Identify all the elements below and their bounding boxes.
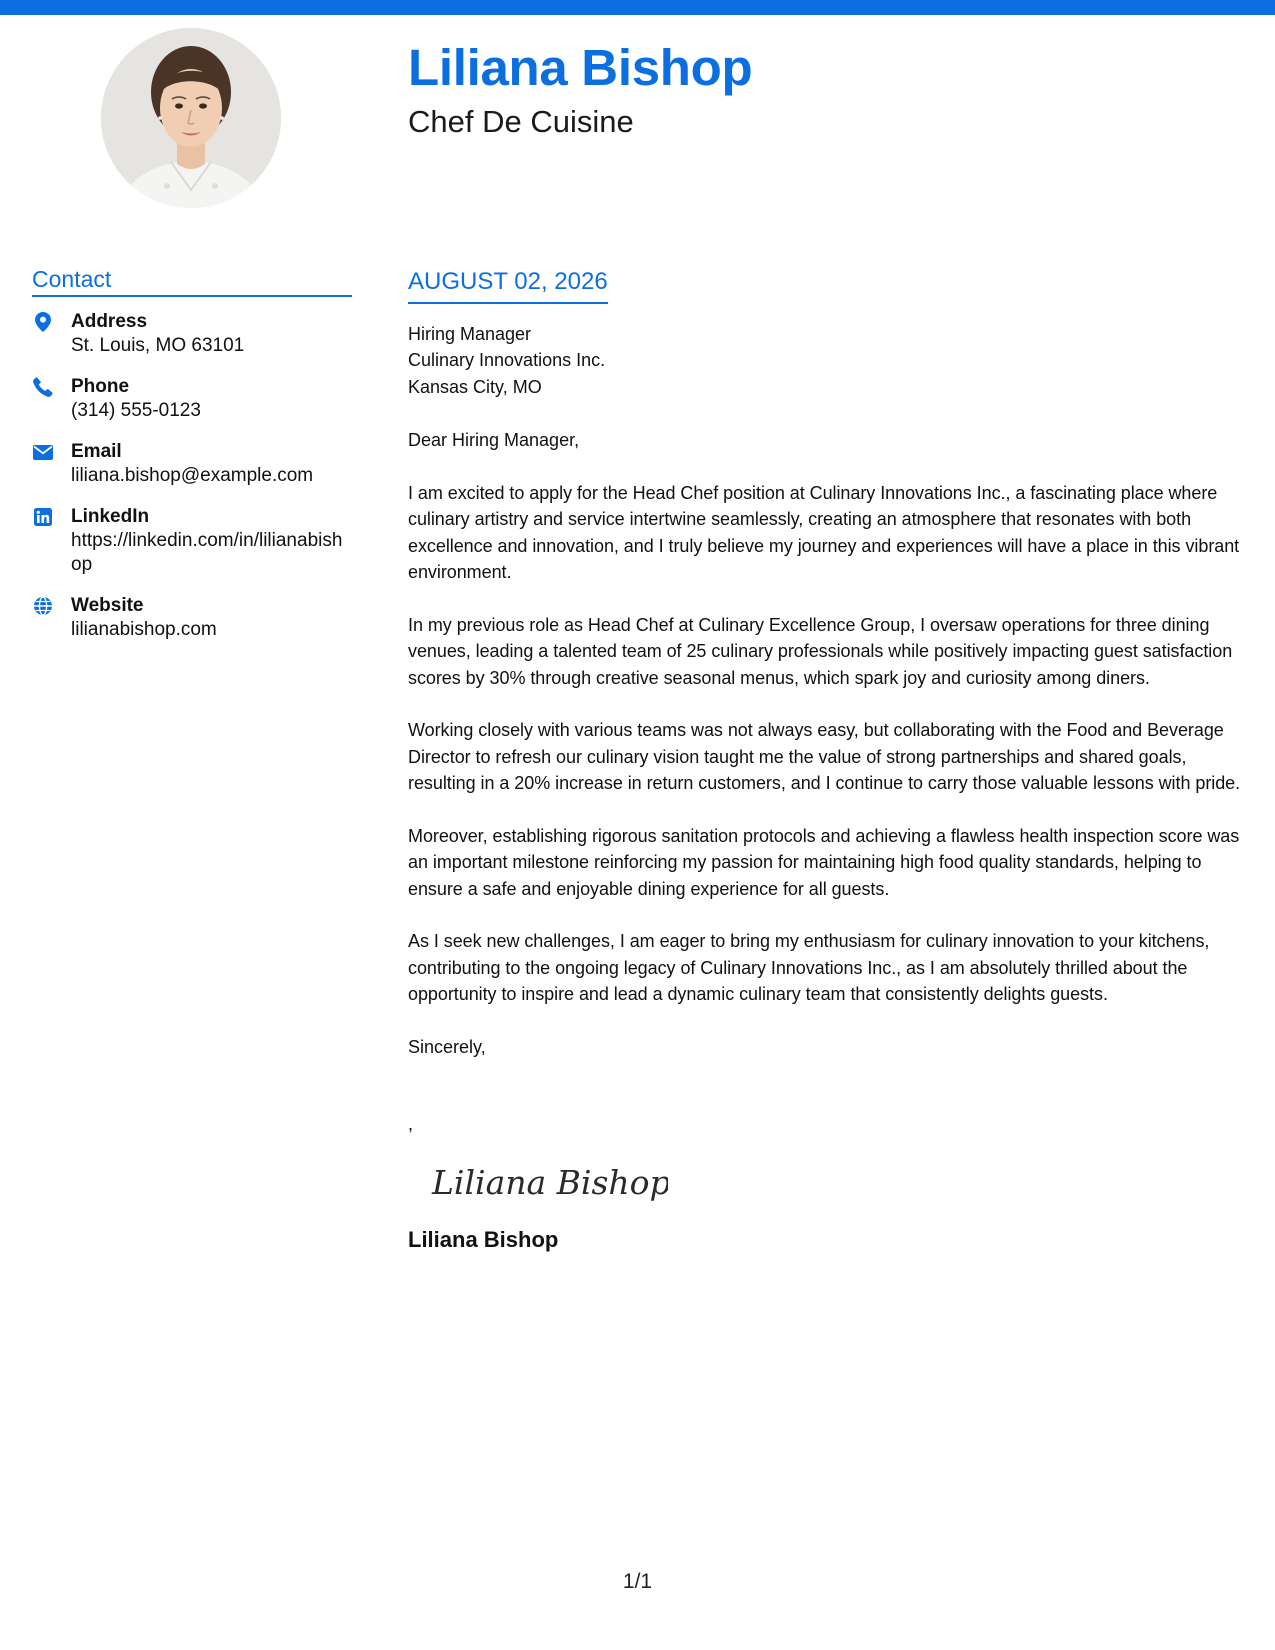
signature-text: Liliana Bishop — [432, 1163, 668, 1203]
letter-date: AUGUST 02, 2026 — [408, 268, 608, 304]
letter-paragraph: Moreover, establishing rigorous sanitation protocols and achieving a flawless health inspection score was an important milestone reinforcing my passion for maintaining high food quality standards, helping to ensure a safe and enjoyable dining experience for all guests. — [408, 825, 1240, 899]
recipient-line: Culinary Innovations Inc. — [408, 350, 606, 371]
contact-item-phone — [32, 374, 352, 423]
contact-item-email — [32, 439, 352, 488]
top-accent-bar — [0, 0, 1275, 15]
contact-label-email: Email — [71, 441, 122, 463]
profile-photo-illustration — [101, 28, 281, 208]
recipient-line: Kansas City, MO — [408, 376, 542, 397]
letter-paragraph: In my previous role as Head Chef at Culinary Excellence Group, I oversaw operations for three dining venues, leading a talented team of 25 culinary professionals while positively impacting guest satisfaction scores by 30% through creative seasonal menus, which spark joy and curiosity among diners. — [408, 614, 1233, 688]
page-number: 1/1 — [622, 1570, 653, 1593]
contact-item-address — [32, 309, 352, 358]
contact-value-linkedin[interactable]: https://linkedin.com/in/lilianabishop — [71, 530, 343, 576]
contact-label-linkedin: LinkedIn — [71, 506, 150, 528]
letter-body — [408, 268, 1253, 1254]
candidate-name: Liliana Bishop — [408, 39, 753, 96]
profile-photo — [101, 28, 281, 208]
recipient-block — [408, 321, 1253, 401]
contact-label-phone: Phone — [71, 376, 130, 398]
closing: Sincerely, — [408, 1036, 486, 1057]
globe-icon — [32, 595, 54, 617]
contact-sidebar — [32, 266, 352, 658]
envelope-icon — [32, 441, 54, 463]
letter-paragraph: As I seek new challenges, I am eager to bring my enthusiasm for culinary innovation to your kitchens, contributing to the ongoing legacy of Culinary Innovations Inc., as I am absolutely thrilled about the opportunity to inspire and lead a dynamic culinary team that consistently delights guests. — [408, 931, 1210, 1005]
contact-label-address: Address — [71, 311, 148, 333]
phone-icon — [32, 376, 54, 398]
letter-paragraph: I am excited to apply for the Head Chef position at Culinary Innovations Inc., a fascinating place where culinary artistry and service intertwine seamlessly, creating an atmosphere that resonates with both excellence and innovation, and I truly believe my journey and experiences will have a place in this vibrant environment. — [408, 482, 1240, 583]
closing-comma: , — [408, 1114, 414, 1135]
candidate-job-title: Chef De Cuisine — [408, 104, 634, 139]
map-pin-icon — [32, 311, 54, 333]
contact-value-address: St. Louis, MO 63101 — [71, 335, 245, 357]
signed-name: Liliana Bishop — [408, 1227, 559, 1253]
salutation: Dear Hiring Manager, — [408, 430, 580, 451]
contact-label-website: Website — [71, 595, 144, 617]
contact-value-phone: (314) 555-0123 — [71, 400, 201, 422]
handwritten-signature — [428, 1152, 668, 1214]
letter-paragraph: Working closely with various teams was not always easy, but collaborating with the Food and Beverage Director to refresh our culinary vision taught me the value of strong partnerships and shared goals, resulting in a 20% increase in return customers, and I continue to carry those valuable lessons with pride. — [408, 720, 1241, 794]
contact-value-email[interactable]: liliana.bishop@example.com — [71, 465, 314, 487]
recipient-line: Hiring Manager — [408, 323, 532, 344]
contact-item-website — [32, 593, 352, 642]
contact-heading: Contact — [32, 266, 352, 297]
linkedin-icon — [32, 506, 54, 528]
contact-value-website[interactable]: lilianabishop.com — [71, 619, 217, 641]
contact-item-linkedin — [32, 504, 352, 577]
